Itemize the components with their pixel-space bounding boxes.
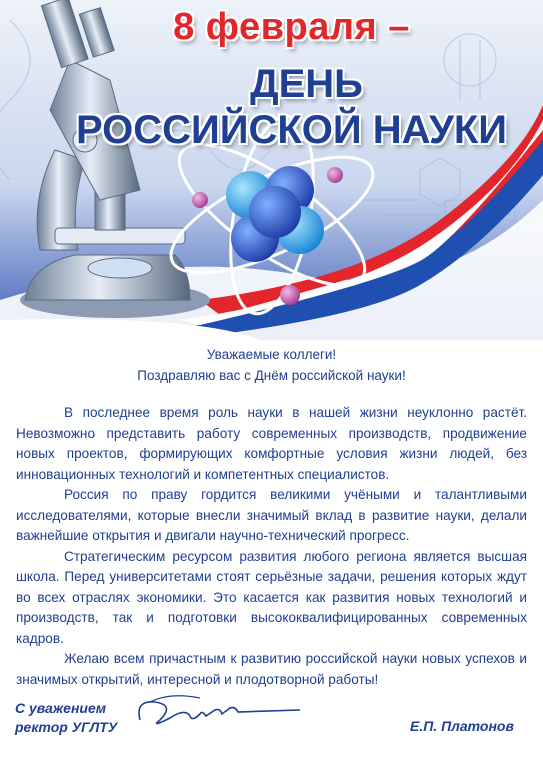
signature-block [15, 699, 117, 737]
handwritten-signature [130, 690, 310, 735]
title-line-1: ДЕНЬ [250, 62, 363, 106]
banner-illustration [0, 0, 543, 340]
paragraph: Стратегическим ресурсом развития любого региона является высшая школа. Перед университетами стоят серьёзные задачи, решения которых ждут во всех отраслях экономики. Это касается как развития новых технологий и производств, так и подготовки высококвалифицированных современных кадров. [16, 548, 527, 646]
header-banner [0, 0, 543, 340]
title-line-2: РОССИЙСКОЙ НАУКИ [75, 108, 508, 152]
letter-body [16, 403, 527, 690]
signer-name: Е.П. Платонов [410, 718, 514, 734]
paragraph: Россия по праву гордится великими учёными и талантливыми исследователями, которые внесли значимый вклад в развитие науки, делали важнейшие открытия и двигали научно-технический прогресс. [16, 487, 527, 543]
paragraph: Желаю всем причастным к развитию российской науки новых успехов и значимых открытий, интересной и плодотворной работы! [16, 651, 527, 687]
paragraph: В последнее время роль науки в нашей жизни неуклонно растёт. Невозможно представить работу современных производств, продвижение новых проектов, формирующих комфортные условия жизни людей, без инновационных технологий и компетентных специалистов. [16, 405, 527, 482]
date-heading: 8 февраля – [173, 6, 410, 48]
greeting-line-2: Поздравляю вас с Днём российской науки! [137, 368, 406, 383]
closing-line: С уважением [15, 700, 107, 716]
greeting-line-1: Уважаемые коллеги! [206, 347, 337, 362]
signer-position: ректор УГЛТУ [15, 719, 118, 735]
